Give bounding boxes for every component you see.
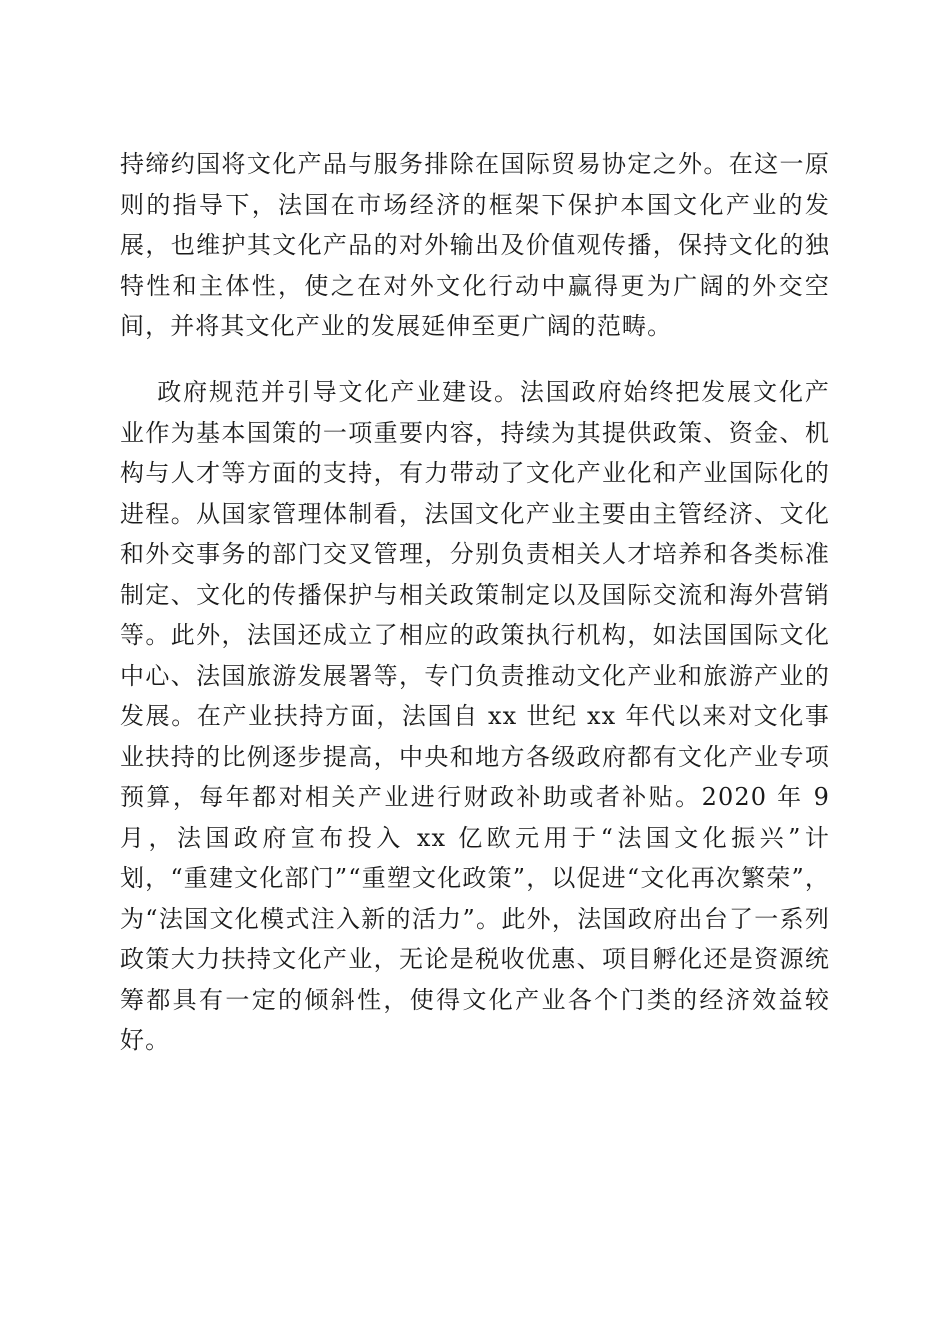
paragraph-text: 政府规范并引导文化产业建设。法国政府始终把发展文化产业作为基本国策的一项重要内容，持续为其提供政策、资金、机构与人才等方面的支持，有力带动了文化产业化和产业国际化的进程。从国家管理体制看，法国文化产业主要由主管经济、文化和外交事务的部门交叉管理，分别负责相关人才培养和各类标准制定、文化的传播保护与相关政策制定以及国际交流和海外营销等。此外，法国还成立了相应的政策执行机构，如法国国际文化中心、法国旅游发展署等，专门负责推动文化产业和旅游产业的发展。在产业扶持方面，法国自 xx 世纪 xx 年代以来对文化事业扶持的比例逐步提高，中央和地方各级政府都有文化产业专项预算，每年都对相关产业进行财政补助或者补贴。2020 年 9 月，法国政府宣布投入 xx 亿欧元用于“法国文化振兴”计划，“重建文化部门”“重塑文化政策”，以促进“文化再次繁荣”，为“法国文化模式注入新的活力”。此外，法国政府出台了一系列政策大力扶持文化产业，无论是税收优惠、项目孵化还是资源统筹都具有一定的倾斜性，使得文化产业各个门类的经济效益较好。	[120, 378, 830, 1054]
paragraph-government-guidance	[120, 372, 830, 1061]
paragraph-text: 持缔约国将文化产品与服务排除在国际贸易协定之外。在这一原则的指导下，法国在市场经济的框架下保护本国文化产业的发展，也维护其文化产品的对外输出及价值观传播，保持文化的独特性和主体性，使之在对外文化行动中赢得更为广阔的外交空间，并将其文化产业的发展延伸至更广阔的范畴。	[120, 150, 830, 340]
paragraph-continuation	[120, 144, 830, 347]
